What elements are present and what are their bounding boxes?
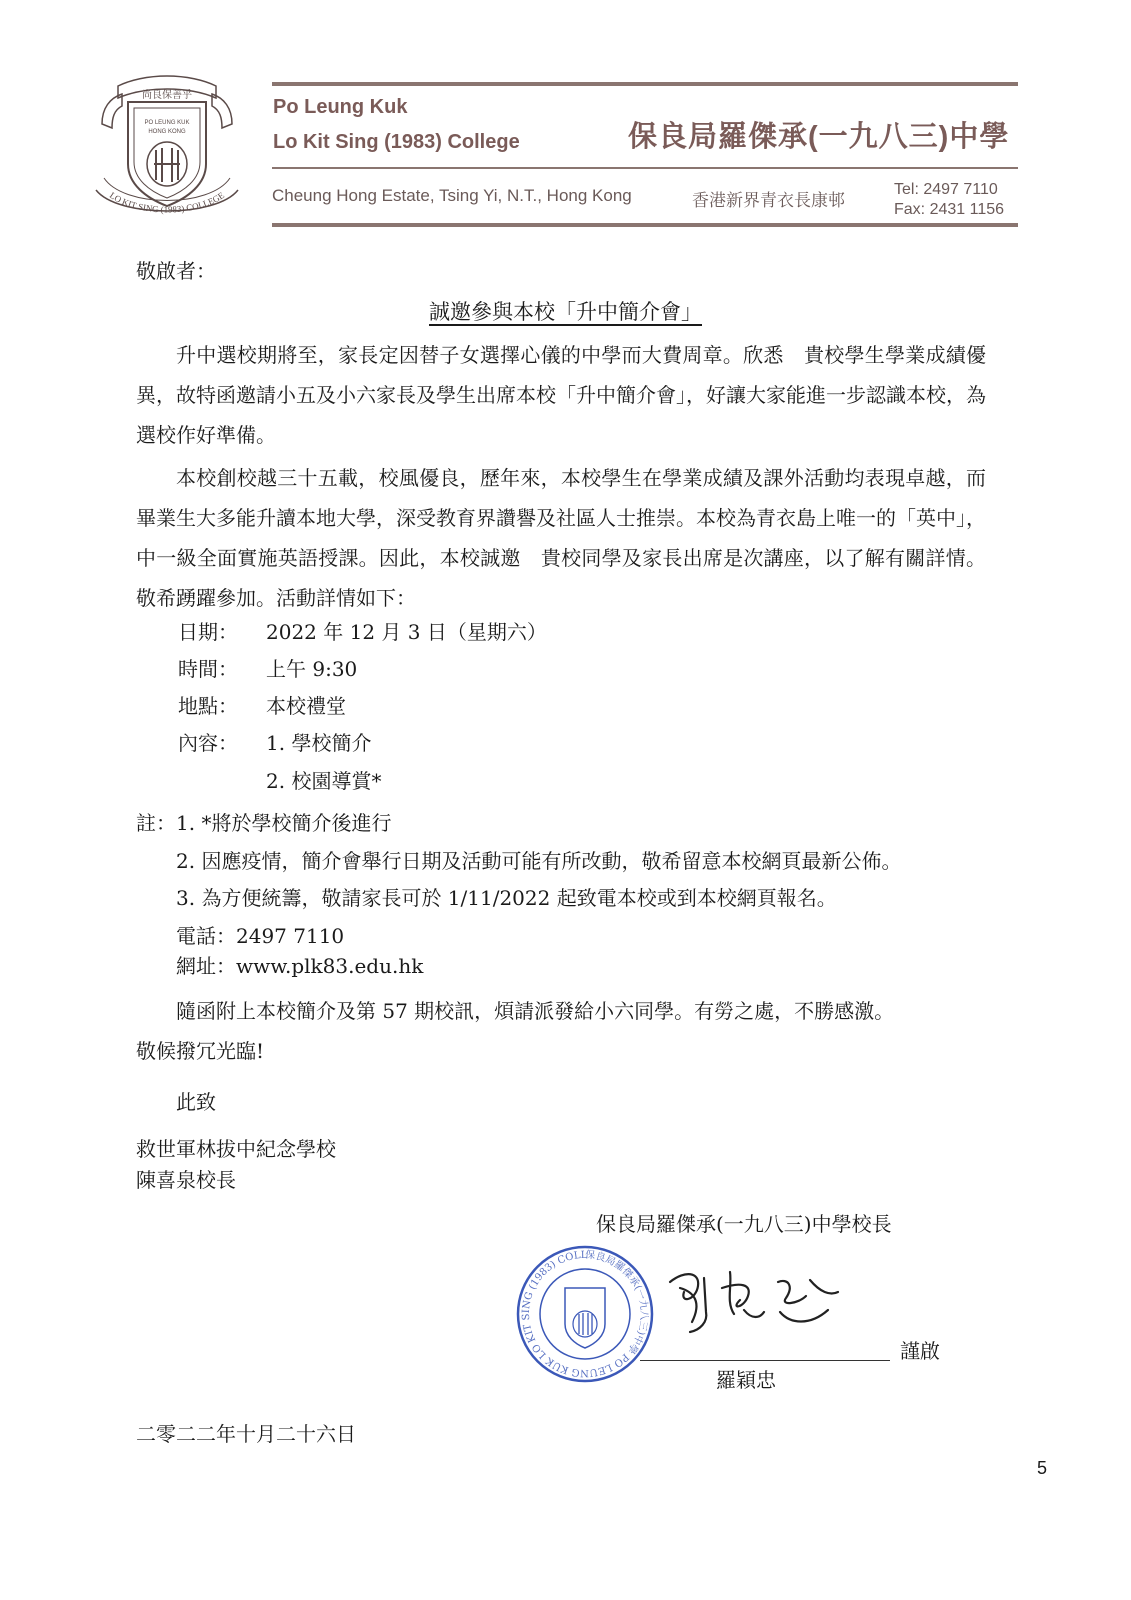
recipient-school: 救世軍林拔中紀念學校 [136, 1137, 336, 1161]
school-name-en-line1: Po Leung Kuk [273, 96, 408, 118]
note-item: 3. 為方便統籌，敬請家長可於 1/11/2022 起致電本校或到本校網頁報名。 [176, 886, 837, 910]
school-address-en: Cheung Hong Estate, Tsing Yi, N.T., Hong Kong [272, 186, 632, 205]
closing-line: 敬候撥冗光臨! [136, 1039, 265, 1063]
note-item: 2. 因應疫情，簡介會舉行日期及活動可能有所改動，敬希留意本校網頁最新公佈。 [176, 849, 902, 873]
respectfully-closing: 謹啟 [900, 1339, 940, 1363]
letterhead-top-rule [272, 82, 1018, 86]
handwritten-signature [660, 1252, 850, 1342]
date-value: 2022 年 12 月 3 日（星期六） [266, 620, 547, 644]
venue-value: 本校禮堂 [266, 694, 346, 718]
contact-phone: 電話：2497 7110 [176, 924, 345, 948]
svg-text:LO KIT SING (1983) COLLEGE: LO KIT SING (1983) COLLEGE [107, 190, 227, 215]
svg-text:尚良保善乎: 尚良保善乎 [142, 90, 192, 101]
school-name-zh: 保良局羅傑承(一九八三)中學 [628, 121, 1010, 153]
salutation: 敬啟者： [136, 259, 216, 283]
time-label: 時間： [178, 657, 238, 681]
svg-text:HONG KONG: HONG KONG [148, 129, 186, 135]
letter-date: 二零二二年十月二十六日 [136, 1422, 356, 1446]
school-address-zh: 香港新界青衣長康邨 [692, 191, 845, 210]
school-tel: Tel: 2497 7110 [894, 181, 998, 198]
closing-zhi: 此致 [176, 1090, 216, 1114]
paragraph-school-intro: 本校創校越三十五載，校風優良，歷年來，本校學生在學業成績及課外活動均表現卓越，而畢業生大多能升讀本地大學，深受教育界讚譽及社區人士推崇。本校為青衣島上唯一的「英中」，中一級全面實施英語授課。因此，本校誠邀 貴校同學及家長出席是次講座，以了解有關詳情。敬希踴躍參加。活動詳情如下： [136, 466, 986, 610]
time-value: 上午 9:30 [266, 657, 358, 681]
content-label: 內容： [178, 731, 238, 755]
date-label: 日期： [178, 620, 238, 644]
content-item: 2. 校園導賞* [266, 769, 382, 793]
school-name-en-line2: Lo Kit Sing (1983) College [273, 131, 520, 153]
recipient-name: 陳喜泉校長 [136, 1168, 236, 1192]
signature-line [640, 1360, 890, 1361]
school-seal-stamp [515, 1244, 655, 1384]
letterhead-middle-rule [272, 167, 1018, 169]
letterhead-bottom-rule [272, 223, 1018, 227]
letter-title [0, 296, 1131, 326]
letter-title-text: 誠邀參與本校「升中簡介會」 [429, 300, 702, 324]
svg-text:PO LEUNG KUK: PO LEUNG KUK [144, 120, 190, 126]
sender-title: 保良局羅傑承(一九八三)中學校長 [596, 1212, 892, 1236]
paragraph-invitation: 升中選校期將至，家長定因替子女選擇心儀的中學而大費周章。欣悉 貴校學生學業成績優異，故特函邀請小五及小六家長及學生出席本校「升中簡介會」，好讓大家能進一步認識本校，為選校作好準備。 [136, 343, 986, 447]
closing-line: 隨函附上本校簡介及第 57 期校訊，煩請派發給小六同學。有勞之處，不勝感激。 [176, 999, 895, 1023]
svg-text:保良局羅傑承(一九八三)中學 PO LEUNG KUK LO: 保良局羅傑承(一九八三)中學 PO LEUNG KUK LO KIT SING (1983) COLL [520, 1249, 650, 1379]
venue-label: 地點： [178, 694, 238, 718]
content-item: 1. 學校簡介 [266, 731, 372, 755]
school-crest-logo [88, 72, 246, 224]
school-fax: Fax: 2431 1156 [894, 201, 1005, 218]
page-number: 5 [1037, 1458, 1048, 1478]
contact-website: 網址：www.plk83.edu.hk [176, 954, 424, 978]
note-item: 註：1. *將於學校簡介後進行 [136, 811, 392, 835]
sender-name: 羅穎忠 [716, 1368, 776, 1392]
